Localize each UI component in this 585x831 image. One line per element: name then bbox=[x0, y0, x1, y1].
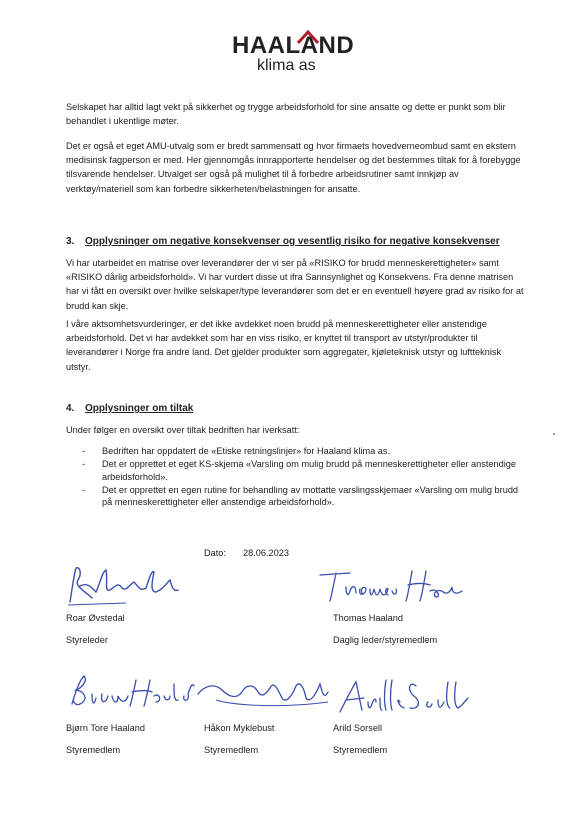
signatory-role: Styremedlem bbox=[66, 745, 121, 755]
signatory-name: Bjørn Tore Haaland bbox=[66, 723, 145, 733]
signatory-role: Styreleder bbox=[66, 635, 108, 645]
signatory-role: Styremedlem bbox=[204, 745, 259, 755]
signature-bjorn-tore-haaland-and-hakon-myklebust bbox=[66, 670, 336, 716]
intro-paragraph-1: Selskapet har alltid lagt vekt på sikkerhet og trygge arbeidsforhold for sine ansatte og dette er punkt som blir behandlet i ukentlige møter. bbox=[66, 102, 506, 127]
stray-dot bbox=[553, 433, 555, 435]
signatory-name: Håkon Myklebust bbox=[204, 723, 275, 733]
section-3-title: Opplysninger om negative konsekvenser og vesentlig risiko for negative konsekvenser bbox=[85, 236, 500, 247]
section-4-heading bbox=[66, 403, 193, 415]
section-4-intro: Under følger en oversikt over tiltak bedriften har iverksatt: bbox=[66, 425, 300, 435]
signatory-name: Thomas Haaland bbox=[333, 613, 403, 623]
signature-thomas-haaland bbox=[316, 567, 466, 607]
intro-paragraph-2: Det er også et eget AMU-utvalg som er bredt sammensatt og hvor firmaets hovedverneombud samt en ekstern medisinsk fagperson er med. Her gjennomgås innrapporterte hendelser og det bestemmes tiltak for å forebygge tilsvarende hendelser. Utvalget ser også på mulighet til å forbedre arbeidsrutiner samt innkjøp av verktøy/materiell som kan forbedre sikkerheten/belastningen for ansatte. bbox=[66, 141, 521, 194]
signatory-role: Daglig leder/styremedlem bbox=[333, 635, 438, 645]
signatory-name: Roar Øvstedal bbox=[66, 613, 125, 623]
signatory-role: Styremedlem bbox=[333, 745, 388, 755]
company-logo-subtitle: klima as bbox=[257, 57, 316, 74]
company-logo-name: HAALAND bbox=[232, 32, 355, 59]
section-3-heading bbox=[66, 236, 500, 248]
list-item: - Det er opprettet et eget KS-skjema «Varsling om mulig brudd på menneskerettigheter eller anstendige arbeidsforhold». bbox=[82, 458, 527, 483]
section-3-number: 3. bbox=[66, 236, 75, 247]
signature-roar-ovstedal bbox=[66, 562, 181, 610]
section-4-title: Opplysninger om tiltak bbox=[85, 403, 194, 414]
date-label: Dato: bbox=[204, 548, 226, 558]
list-item: - Det er opprettet en egen rutine for behandling av mottatte varslingsskjemaer «Varsling om mulig brudd på menneskerettigheter eller anstendige arbeidsforhold». bbox=[82, 484, 527, 509]
section-3-paragraph-2: I våre aktsomhetsvurderinger, er det ikke avdekket noen brudd på menneskerettigheter eller anstendige arbeidsforhold. Det vi har avdekket som har en viss risiko, er knyttet til transport av utstyr/produkter til leverandører i Norge fra andre land. Det gjelder produkter som aggregater, kjøleteknisk utstyr og luftteknisk utstyr. bbox=[66, 319, 502, 372]
signatory-name: Arild Sorsell bbox=[333, 723, 383, 733]
section-4-number: 4. bbox=[66, 403, 75, 414]
date-value: 28.06.2023 bbox=[243, 548, 289, 558]
section-3-paragraph-1: Vi har utarbeidet en matrise over leverandører der vi ser på «RISIKO for brudd menneskerettigheter» samt «RISIKO dårlig arbeidsforhold». Vi har vurdert disse ut ifra Sannsynlighet og Konsekvens. Fra denne matrisen har vi fått en oversikt over hvilke selskaper/type leverandører som det er en eventuell høyere grad av risiko for at brudd kan skje. bbox=[66, 258, 524, 311]
list-item: - Bedriften har oppdatert de «Etiske retningslinjer» for Haaland klima as. bbox=[82, 445, 527, 458]
signature-arild-sorsell bbox=[334, 676, 474, 718]
logo-roof-mark-icon bbox=[296, 30, 320, 44]
measures-list bbox=[82, 445, 527, 509]
